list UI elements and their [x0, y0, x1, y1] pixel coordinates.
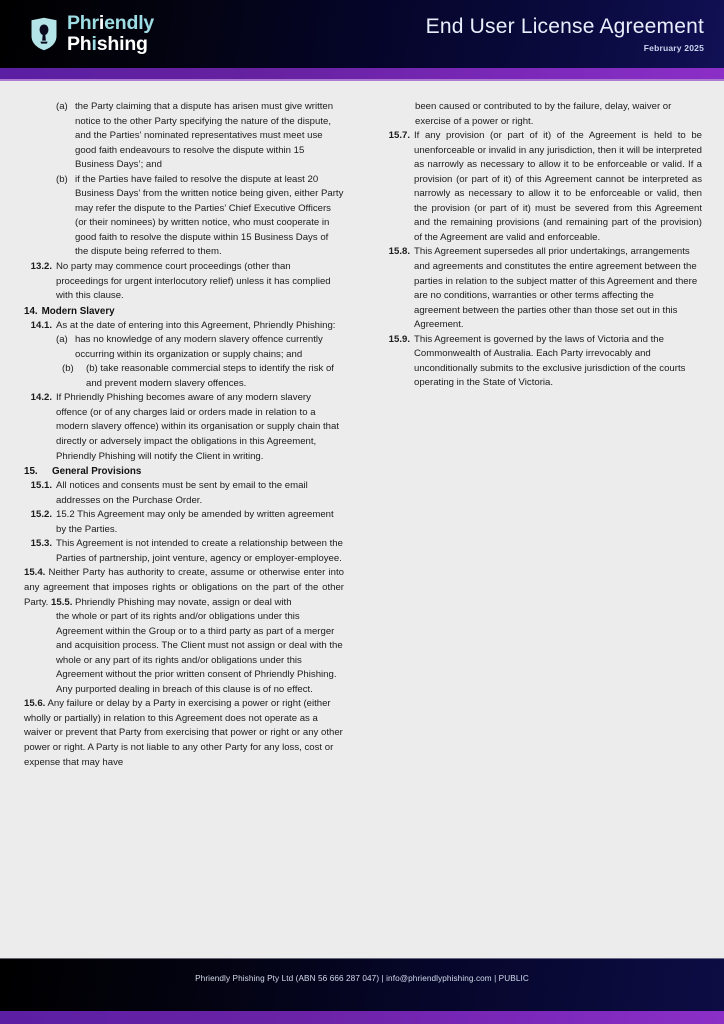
clause-text: 15.2 This Agreement may only be amended by written agreement by the Parties. [56, 509, 334, 535]
clause-number: 15.5. [51, 596, 73, 608]
clause-item [24, 260, 344, 304]
document-body [0, 100, 724, 950]
clause-number: 15.7. [388, 130, 410, 142]
footer-text: Phriendly Phishing Pty Ltd (ABN 56 666 287 047) | info@phriendlyphishing.com | PUBLIC [195, 974, 529, 983]
header-title-block [426, 15, 708, 52]
clause-item [382, 333, 702, 391]
clause-number: 14.1. [30, 319, 52, 331]
clause-item [382, 245, 702, 332]
document-title: End User License Agreement [425, 15, 704, 39]
clause-number: (a) [56, 101, 68, 112]
brand-wordmark [67, 11, 155, 55]
clause-number: 15.1. [30, 480, 52, 492]
brand-line-one [67, 11, 155, 34]
right-column [362, 100, 724, 950]
clause-text: Any failure or delay by a Party in exercising a power or right (either wholly or partially) in relation to this Agreement does not operate as a waiver or prevent that Party from exercising that power or right or any other power or right. A Party is not liable to any other Party for any loss, cost or expense that may have [24, 698, 343, 768]
clause-item-inline [24, 566, 344, 610]
section-heading [24, 304, 344, 319]
clause-text: if the Parties have failed to resolve the dispute at least 20 Business Days’ from the written notice being given, either Party may refer the dispute to the Parties’ Chief Executive Officers (or their nominees) by written notice, who must cooperate in good faith to resolve the dispute within 15 Business Days of the dispute being referred to them. [75, 173, 344, 258]
section-title: General Provisions [52, 466, 142, 478]
brand-text-b: i [98, 11, 105, 34]
clause-item [24, 508, 344, 537]
header-accent-hairline [0, 79, 724, 81]
brand-text-a: Phr [67, 11, 99, 34]
brand-text-f: shing [96, 33, 148, 55]
page-header [0, 0, 724, 68]
page-footer [0, 958, 724, 1024]
clause-text: No party may commence court proceedings (other than proceedings for urgent interlocutory relief) unless it has complied with this clause. [56, 261, 331, 302]
clause-text: This Agreement supersedes all prior undertakings, arrangements and agreements and constitutes the entire agreement between the parties in relation to the subject matter of this Agreement and there are no conditions, warranties or other terms affecting the agreement between the parties other than those set out in this Agreement. [414, 246, 698, 331]
clause-number: 15.4. [24, 567, 46, 579]
clause-continuation: been caused or contributed to by the failure, delay, waiver or exercise of a power or right. [415, 101, 672, 127]
clause-text: As at the date of entering into this Agreement, Phriendly Phishing: [56, 319, 336, 331]
clause-item [24, 391, 344, 464]
clause-continuation: the whole or part of its rights and/or obligations under this Agreement within the Group or to a third party as part of a merger and acquisition process. The Client must not assign or deal with the whole or any part of its rights and/or obligations under this Agreement without the prior written consent of Phriendly Phishing. Any purported dealing in breach of this clause is of no effect. [56, 611, 343, 695]
clause-number: 15.3. [30, 538, 52, 550]
clause-item [382, 129, 702, 245]
brand-text-e: i [91, 33, 97, 55]
clause-item [24, 319, 344, 334]
clause-number: 15.6. [24, 698, 46, 710]
clause-item [24, 537, 344, 566]
clause-item [24, 173, 344, 260]
clause-text: All notices and consents must be sent by email to the email addresses on the Purchase Order. [56, 480, 308, 506]
section-title: Modern Slavery [41, 305, 115, 317]
section-heading [24, 464, 344, 479]
clause-number: 13.2. [30, 261, 52, 273]
clause-item [24, 479, 344, 508]
clause-text: the Party claiming that a dispute has arisen must give written notice to the other Party specifying the nature of the dispute, and the Parties’ nominated representatives must meet use good faith endeavours to resolve the dispute within 15 Business Days’; and [75, 101, 334, 171]
clause-item [24, 100, 344, 173]
brand-line-two [67, 35, 154, 55]
left-column [0, 100, 362, 950]
clause-number: (a) [56, 334, 68, 346]
footer-accent-bar [0, 1011, 724, 1024]
clause-number: 15.2. [30, 509, 52, 521]
brand-text-d: Ph [67, 33, 92, 55]
clause-number: (b) [62, 363, 74, 375]
clause-text: Neither Party has authority to create, assume or otherwise enter into any agreement that imposes rights or obligations on the part of the other Party. [24, 567, 344, 608]
header-accent-bar [0, 68, 724, 79]
brand-logo [30, 11, 155, 55]
document-date: February 2025 [643, 42, 704, 53]
clause-number: 15.9. [388, 333, 410, 345]
section-number: 15. [24, 466, 38, 478]
clause-text: If Phriendly Phishing becomes aware of any modern slavery offence (or of any charges laid or orders made in relation to a modern slavery offence) within its organisation or supply chain that directly or adversely impact the obligations in this Agreement, Phriendly Phishing will notify the Client in writing. [56, 392, 339, 462]
footer-divider [0, 958, 724, 959]
clause-item [24, 362, 344, 391]
clause-text: This Agreement is governed by the laws of Victoria and the Commonwealth of Australia. Each Party irrevocably and unconditionally submits to the exclusive jurisdiction of the courts operating in the State of Victoria. [414, 333, 686, 389]
clause-text: This Agreement is not intended to create a relationship between the Parties of partnership, joint venture, agency or employer-employee. [56, 538, 343, 564]
section-number: 14. [24, 305, 38, 317]
clause-item [24, 333, 344, 362]
brand-text-c: endly [104, 11, 155, 34]
clause-text: If any provision (or part of it) of the Agreement is held to be unenforceable or invalid in any jurisdiction, then it will be interpreted as narrowly as necessary to allow it to be enforceable or valid. If a provision (or part of it) of this Agreement cannot be interpreted as narrowly as necessary to allow it to be enforceable or valid, then the provision (or part of it) must be severed from this Agreement and the remaining provisions (and remaining part of the provision) of the Agreement are valid and enforceable. [414, 130, 702, 243]
clause-text: Phriendly Phishing may novate, assign or deal with [75, 596, 292, 608]
clause-text: has no knowledge of any modern slavery offence currently occurring within its organization or supply chains; and [75, 334, 323, 360]
clause-number: 15.8. [388, 246, 410, 258]
shield-fish-icon [30, 17, 58, 51]
clause-number: (b) [56, 173, 68, 185]
clause-text: (b) take reasonable commercial steps to identify the risk of and prevent modern slavery offences. [86, 363, 334, 389]
clause-item-inline [24, 697, 344, 770]
clause-number: 14.2. [30, 392, 52, 404]
